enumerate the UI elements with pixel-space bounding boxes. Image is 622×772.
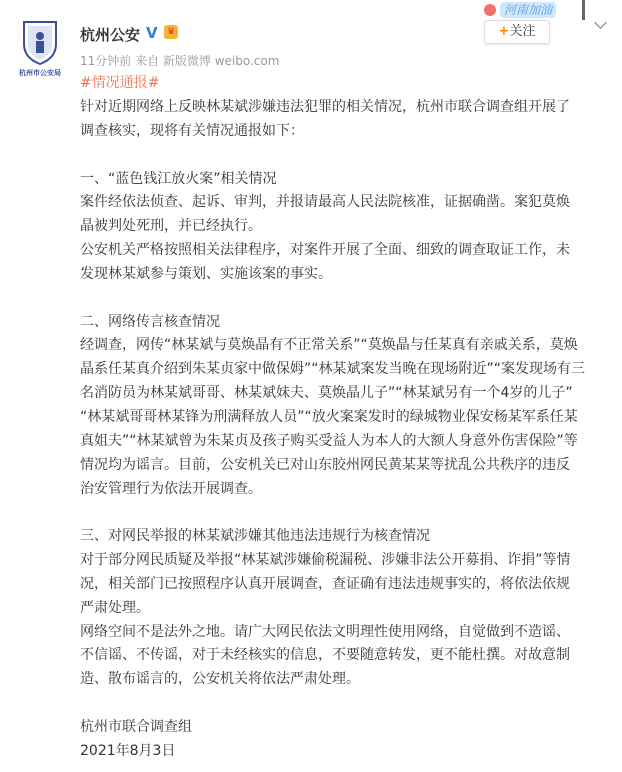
post-text-line: 严肃处理。	[80, 599, 150, 616]
police-badge-icon	[16, 20, 64, 68]
post-text-line: 杭州市联合调查组	[80, 718, 192, 735]
post-text-line: 二、网络传言核查情况	[80, 313, 220, 330]
topic-hashtag[interactable]: #情况通报#	[80, 75, 160, 91]
account-avatar[interactable]	[16, 20, 64, 80]
post-text-line	[80, 144, 585, 168]
follow-label: 关注	[509, 24, 536, 39]
post-text-line: 三、对网民举报的林某斌涉嫌其他违法违规行为核查情况	[80, 528, 430, 545]
post-text-line	[80, 692, 585, 716]
post-text-line: 名消防员为林某斌哥哥、林某斌妹夫、莫焕晶儿子”“林某斌另有一个4岁的儿子”	[80, 385, 573, 402]
post-text-line: 对于部分网民质疑及举报“林某斌涉嫌偷税漏税、涉嫌非法公开募捐、诈捐”等情	[80, 552, 571, 569]
post-text-line	[80, 501, 585, 525]
post-text-line: 经调查，网传“林某斌与莫焕晶有不正常关系”“莫焕晶与任某真有亲戚关系，莫焕	[80, 337, 578, 354]
post-text-line: 针对近期网络上反映林某斌涉嫌违法犯罪的相关情况，杭州市联合调查组开展了	[80, 99, 570, 115]
post-text-line: 发现林某斌参与策划、实施该案的事实。	[80, 265, 332, 282]
post-text-line: 造、散布谣言的，公安机关将依法严肃处理。	[80, 671, 360, 688]
post-text-line: 治安管理行为依法开展调查。	[80, 480, 262, 497]
post-text-line: 案件经依法侦查、起诉、审判，并报请最高人民法院核准，证据确凿。案犯莫焕	[80, 194, 570, 211]
account-name[interactable]: 杭州公安	[80, 26, 141, 44]
post-text-line: 一、“蓝色钱江放火案”相关情况	[80, 170, 277, 187]
post-text-line: 真姐夫”“林某斌曾为朱某贞及孩子购买受益人为本人的大额人身意外伤害保险”等	[80, 432, 578, 449]
post-text-line: 况，相关部门已按照程序认真开展调查，查证确有违法违规事实的，将依法依规	[80, 575, 570, 592]
post-text-line: 情况均为谣言。目前，公安机关已对山东胶州网民黄某某等扰乱公共秩序的违反	[80, 456, 570, 473]
post-text-line: 调查核实，现将有关情况通报如下：	[80, 122, 304, 139]
post-text-line: 2021年8月3日	[80, 742, 176, 759]
banner-text: 河南加油	[500, 2, 556, 18]
plus-icon: +	[498, 24, 510, 39]
post-text-line: “林某斌哥哥林某锋为刑满释放人员”“放火案案发时的绿城物业保安杨某军系任某	[80, 408, 578, 425]
post-text-line: 网络空间不是法外之地。请广大网民依法文明理性使用网络，自觉做到不造谣、	[80, 623, 570, 640]
post-text-line: 不信谣、不传谣，对于未经核实的信息，不要随意转发，更不能杜撰。对故意制	[80, 647, 570, 664]
avatar-caption: 杭州市公安局	[19, 69, 61, 77]
post-text-line: 公安机关严格按照相关法律程序，对案件开展了全面、细致的调查取证工作，未	[80, 242, 570, 259]
post-text-line: 晶系任某真介绍到朱某贞家中做保姆”“林某斌案发当晚在现场附近”“案发现场有三	[80, 361, 586, 378]
post-text-line: 晶被判处死刑，并已经执行。	[80, 218, 262, 235]
post-meta: 11分钟前 来自 新版微博 weibo.com	[80, 54, 280, 68]
post-text-line	[80, 287, 585, 311]
post-body	[80, 96, 585, 764]
chevron-down-icon[interactable]	[594, 16, 607, 29]
follow-button[interactable]	[484, 20, 550, 44]
verified-icon: V	[146, 24, 158, 42]
crown-badge-icon: ♛	[164, 25, 178, 39]
